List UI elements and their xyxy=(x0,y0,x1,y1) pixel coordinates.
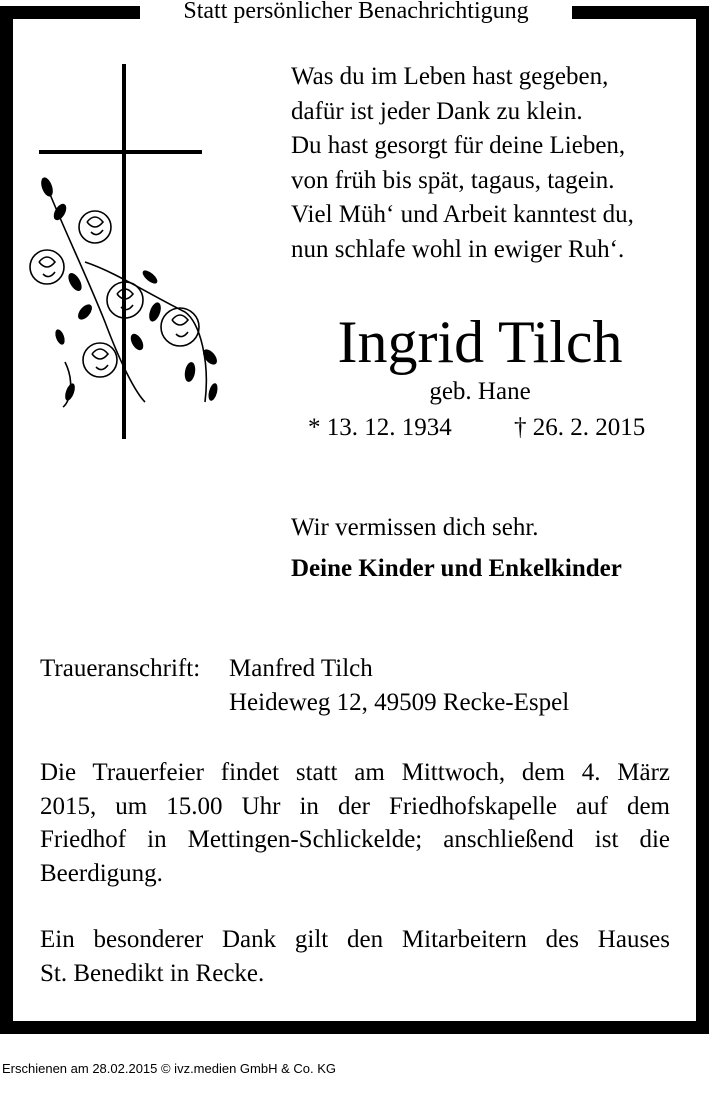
funeral-line: Die Trauerfeier findet statt am Mittwoch, dem 4. März xyxy=(40,759,670,786)
funeral-line: Beerdigung. xyxy=(40,859,163,887)
death-date: † 26. 2. 2015 xyxy=(514,414,646,441)
thanks-paragraph xyxy=(40,923,670,990)
funeral-line: Friedhof in Mettingen-Schlickelde; anschließend ist die xyxy=(40,826,670,853)
poem-line: Du hast gesorgt für deine Lieben, xyxy=(291,132,626,159)
cross-with-roses-icon xyxy=(25,62,225,442)
poem-line: von früh bis spät, tagaus, tagein. xyxy=(291,166,615,194)
thanks-line: Ein besonderer Dank gilt den Mitarbeitern des Hauses xyxy=(40,926,670,953)
poem-line: Was du im Leben hast gegeben, xyxy=(291,63,609,90)
poem xyxy=(291,60,634,267)
publication-footer: Erschienen am 28.02.2015 © ivz.medien GmbH & Co. KG xyxy=(2,1061,337,1076)
thanks-line: St. Benedikt in Recke. xyxy=(40,959,265,987)
maiden-name: geb. Hane xyxy=(429,378,531,405)
birth-date: * 13. 12. 1934 xyxy=(308,414,452,441)
leaves-icon xyxy=(39,176,220,402)
address-name: Manfred Tilch xyxy=(229,655,373,682)
poem-line: dafür ist jeder Dank zu klein. xyxy=(291,97,583,125)
address-label: Traueranschrift: xyxy=(40,655,201,682)
deceased-name: Ingrid Tilch xyxy=(337,309,623,375)
poem-line: nun schlafe wohl in ewiger Ruh‘. xyxy=(291,235,625,263)
funeral-line: 2015, um 15.00 Uhr in der Friedhofskapelle auf dem xyxy=(40,792,670,820)
address-street: Heideweg 12, 49509 Recke-Espel xyxy=(229,689,570,716)
signature-family: Deine Kinder und Enkelkinder xyxy=(291,555,622,582)
cross-icon xyxy=(39,64,202,439)
closing-message: Wir vermissen dich sehr. xyxy=(291,514,539,541)
notice-header: Statt persönlicher Benachrichtigung xyxy=(183,0,529,24)
poem-line: Viel Müh‘ und Arbeit kanntest du, xyxy=(291,201,634,228)
funeral-paragraph xyxy=(40,756,670,890)
